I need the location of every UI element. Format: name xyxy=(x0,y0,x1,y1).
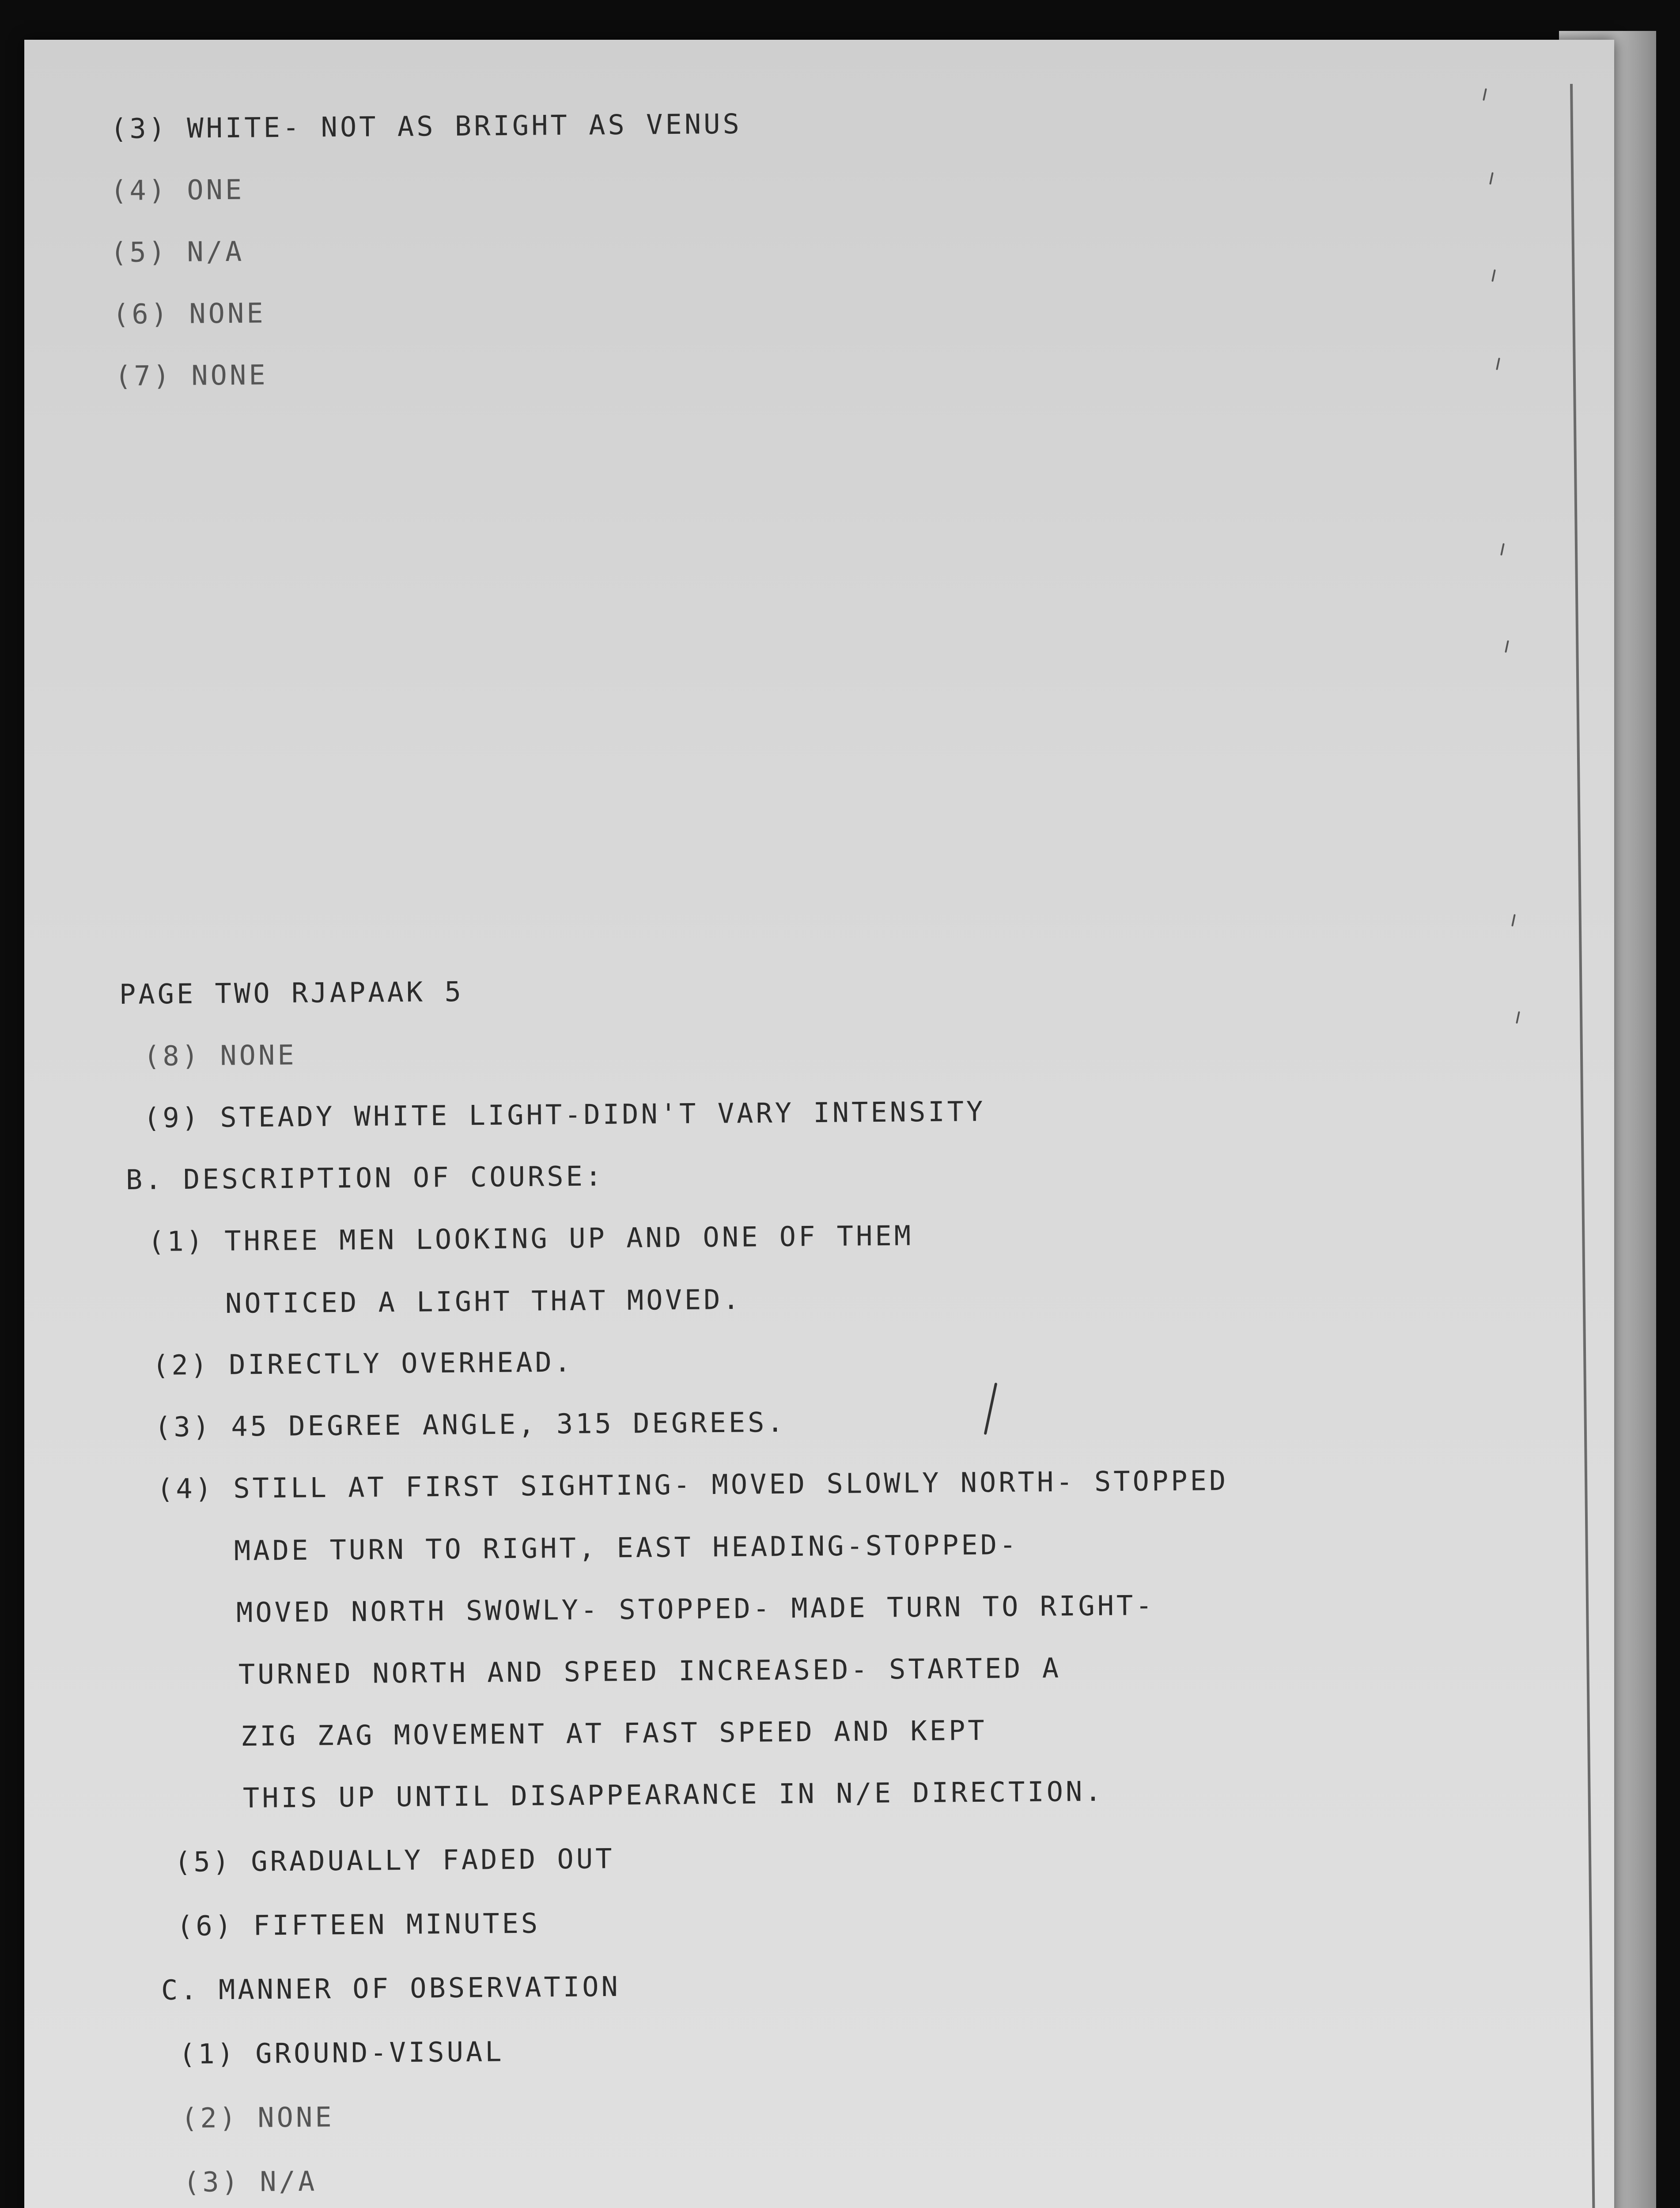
margin-mark xyxy=(1511,914,1516,926)
top-item-6: (6) NONE xyxy=(112,297,266,330)
section-b-line: MADE TURN TO RIGHT, EAST HEADING-STOPPED- xyxy=(234,1528,1019,1567)
margin-mark xyxy=(1483,88,1487,101)
page-header: PAGE TWO RJAPAAK 5 xyxy=(119,975,464,1010)
item-9: (9) STEADY WHITE LIGHT-DIDN'T VARY INTENSITY xyxy=(143,1095,986,1134)
top-item-3: (3) WHITE- NOT AS BRIGHT AS VENUS xyxy=(110,107,742,145)
top-item-7: (7) NONE xyxy=(114,359,268,392)
page-fold-line xyxy=(1570,84,1595,2208)
margin-mark xyxy=(1505,640,1509,653)
section-b-line: (4) STILL AT FIRST SIGHTING- MOVED SLOWLY NORTH- STOPPED xyxy=(156,1464,1229,1505)
section-b-line: THIS UP UNTIL DISAPPEARANCE IN N/E DIRECTION. xyxy=(242,1775,1104,1814)
section-b-line: (5) GRADUALLY FADED OUT xyxy=(174,1842,615,1878)
margin-mark xyxy=(1496,358,1500,370)
section-c-line: (1) GROUND-VISUAL xyxy=(178,2035,504,2070)
section-b-line: (1) THREE MEN LOOKING UP AND ONE OF THEM xyxy=(148,1219,914,1258)
section-b-line: (3) 45 DEGREE ANGLE, 315 DEGREES. xyxy=(154,1406,787,1443)
margin-mark xyxy=(1500,543,1505,556)
handwritten-slash-mark xyxy=(984,1383,998,1435)
section-c-heading: C. MANNER OF OBSERVATION xyxy=(161,1970,621,2006)
section-b-line: (6) FIFTEEN MINUTES xyxy=(176,1907,541,1942)
item-8: (8) NONE xyxy=(143,1039,297,1072)
section-b-line: (2) DIRECTLY OVERHEAD. xyxy=(152,1346,574,1381)
section-b-line: TURNED NORTH AND SPEED INCREASED- STARTED A xyxy=(238,1652,1062,1690)
section-c-line: (2) NONE xyxy=(181,2101,334,2134)
top-item-5: (5) N/A xyxy=(110,235,245,268)
section-b-line: MOVED NORTH SWOWLY- STOPPED- MADE TURN TO RIGHT- xyxy=(236,1589,1155,1629)
section-b-line: ZIG ZAG MOVEMENT AT FAST SPEED AND KEPT xyxy=(240,1714,988,1752)
margin-mark xyxy=(1516,1011,1520,1024)
margin-mark xyxy=(1489,172,1494,185)
section-b-line: NOTICED A LIGHT THAT MOVED. xyxy=(225,1283,742,1320)
top-item-4: (4) ONE xyxy=(110,173,245,207)
document-page xyxy=(24,40,1614,2208)
section-c-line: (3) N/A xyxy=(183,2165,318,2198)
section-b-heading: B. DESCRIPTION OF COURSE: xyxy=(125,1160,605,1196)
margin-mark xyxy=(1491,269,1496,282)
